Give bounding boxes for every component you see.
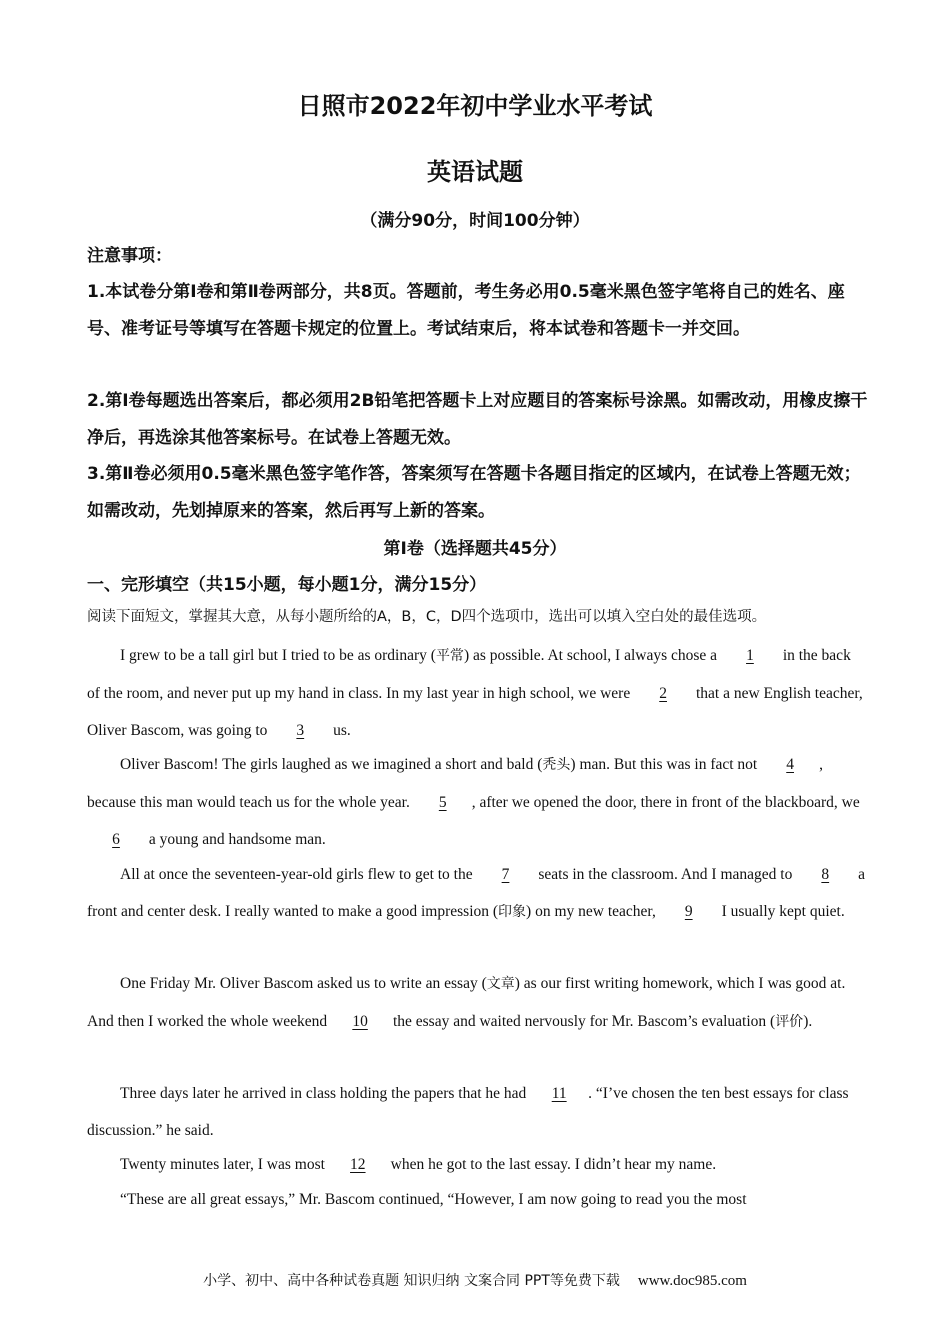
passage-text: . “I’ve chosen the ten best essays for class discussion.” he said.: [87, 1085, 849, 1139]
section-instruction: 阅读下面短文，掌握其大意，从每小题所给的A，B，C，D四个选项巾，选出可以填入空白处的最佳选项。: [87, 609, 767, 625]
blank-4: 4: [786, 756, 794, 773]
notice-item-1: 1.本试卷分第Ⅰ卷和第Ⅱ卷两部分，共8页。答题前，考生务必用0.5毫米黑色签字笔将自己的姓名、座号、准考证号等填写在答题卡规定的位置上。考试结束后，将本试卷和答题卡一并交回。: [87, 282, 845, 339]
page-subtitle: 英语试题: [427, 158, 523, 186]
notice-heading: 注意事项：: [87, 246, 172, 266]
passage-paragraph-6: [87, 1146, 867, 1183]
passage-text: ) man. But this was in fact not: [570, 756, 762, 773]
passage-text: ) as possible. At school, I always chose a: [463, 647, 721, 664]
passage-text: a front and center desk. I really wanted to make a good impression (: [87, 866, 865, 920]
passage-text: us.: [329, 722, 351, 739]
blank-12: 12: [350, 1156, 366, 1173]
blank-2: 2: [659, 685, 667, 702]
passage-paragraph-4: [87, 965, 867, 1041]
passage-text: a young and handsome man.: [145, 831, 326, 848]
passage-text: Oliver Bascom! The girls laughed as we imagined a short and bald (: [120, 756, 543, 773]
passage-paragraph-5: [87, 1075, 867, 1149]
passage-gloss: 文章: [486, 976, 515, 992]
notice-item-2: 2.第Ⅰ卷每题选出答案后，都必须用2B铅笔把答题卡上对应题目的答案标号涂黑。如需改动，用橡皮擦干净后，再选涂其他答案标号。在试卷上答题无效。: [87, 391, 868, 448]
passage-text: ).: [803, 1013, 813, 1030]
blank-6: 6: [112, 831, 120, 848]
passage-text: in the back of the room, and never put up my hand in class. In my last year in high school, we were: [87, 647, 851, 702]
part-heading: 第Ⅰ卷（选择题共45分）: [383, 539, 567, 559]
passage-text: ) on my new teacher,: [526, 903, 660, 920]
passage-gloss: 评价: [775, 1014, 804, 1030]
notice-item-3: 3.第Ⅱ卷必须用0.5毫米黑色签字笔作答，答案须写在答题卡各题目指定的区域内，在试卷上答题无效；如需改动，先划掉原来的答案，然后再写上新的答案。: [87, 464, 861, 521]
passage-text: seats in the classroom. And I managed to: [534, 866, 797, 883]
blank-9: 9: [684, 903, 693, 920]
passage-paragraph-3: [87, 856, 867, 931]
passage-text: Three days later he arrived in class holding the papers that he had: [120, 1085, 531, 1102]
passage-text: “These are all great essays,” Mr. Bascom continued, “However, I am now going to read you the most: [120, 1191, 747, 1208]
passage-gloss: 印象: [498, 904, 527, 920]
passage-text: that a new English teacher, Oliver Bascom, was going to: [87, 685, 863, 739]
passage-text: when he got to the last essay. I didn’t hear my name.: [386, 1156, 717, 1173]
passage-gloss: 秃头: [542, 757, 571, 773]
footer-text: 小学、初中、高中各种试卷真题 知识归纳 文案合同 PPT等免费下载: [203, 1273, 620, 1289]
passage-gloss: 平常: [435, 648, 464, 664]
passage-text: All at once the seventeen-year-old girls flew to get to the: [120, 866, 477, 883]
blank-8: 8: [821, 866, 830, 883]
passage-text: , because this man would teach us for the whole year.: [87, 756, 823, 811]
page-title: 日照市2022年初中学业水平考试: [297, 92, 653, 120]
blank-7: 7: [501, 866, 510, 883]
section-heading: 一、完形填空（共15小题，每小题1分，满分15分）: [87, 575, 487, 595]
passage-text: One Friday Mr. Oliver Bascom asked us to write an essay (: [120, 975, 487, 992]
passage-text: ) as our first writing homework, which I was good at. And then I worked the whole weekend: [87, 975, 846, 1030]
passage-text: Twenty minutes later, I was most: [120, 1156, 329, 1173]
passage-text: I grew to be a tall girl but I tried to be as ordinary (: [120, 647, 436, 664]
passage-text: the essay and waited nervously for Mr. Bascom’s evaluation (: [389, 1013, 776, 1030]
blank-11: 11: [551, 1085, 567, 1102]
blank-1: 1: [746, 647, 754, 664]
passage-text: , after we opened the door, there in front of the blackboard, we: [471, 794, 860, 811]
passage-text: I usually kept quiet.: [717, 903, 845, 920]
footer-url: www.doc985.com: [637, 1273, 747, 1289]
page-footer: [0, 1270, 950, 1290]
blank-5: 5: [438, 794, 447, 811]
exam-meta: （满分90分，时间100分钟）: [360, 211, 590, 231]
blank-10: 10: [352, 1013, 368, 1030]
passage-paragraph-7: [87, 1181, 867, 1218]
passage-paragraph-2: [87, 746, 867, 858]
passage-paragraph-1: [87, 637, 867, 749]
blank-3: 3: [296, 722, 305, 739]
